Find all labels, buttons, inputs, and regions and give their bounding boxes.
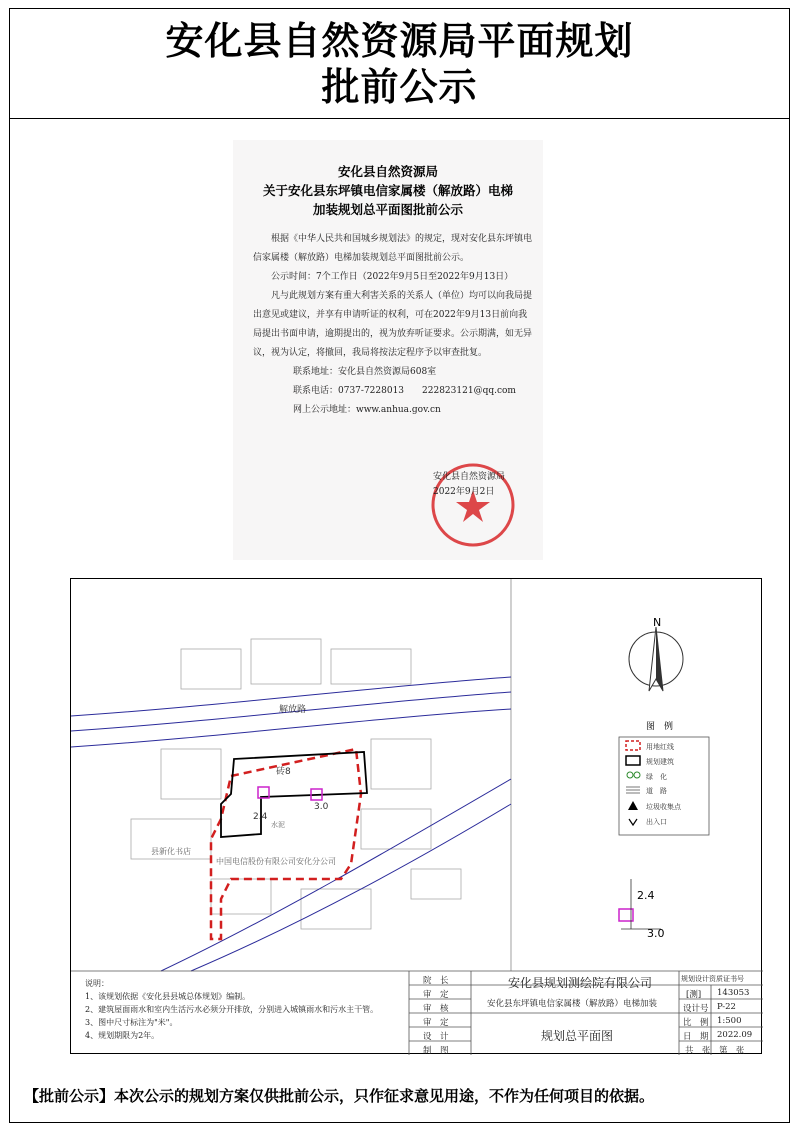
project-name: 安化县东坪镇电信家属楼（解放路）电梯加装 <box>487 999 658 1009</box>
note-1: 1、该规划依据《安化县县城总体规划》编制。 <box>85 992 251 1001</box>
notice-body <box>253 230 533 420</box>
role-6: 制 图 <box>423 1046 449 1056</box>
black-box-icon <box>626 756 640 765</box>
dim-label-2: 3.0 <box>314 802 329 812</box>
footer-disclaimer: 【批前公示】本次公示的规划方案仅供批前公示，只作征求意见用途，不作为任何项目的依据。 <box>24 1087 655 1105</box>
neighbor-label-bookstore: 县新化书店 <box>151 847 191 856</box>
scale-value: 1:500 <box>717 1016 742 1026</box>
plan-notes <box>85 977 405 1042</box>
notice-website: 网上公示地址：www.anhua.gov.cn <box>293 405 441 415</box>
legend-label-2: 绿 化 <box>646 773 667 781</box>
neighbor-label-telecom: 中国电信股份有限公司安化分公司 <box>216 857 336 866</box>
cert-no: 143053 <box>717 988 750 998</box>
note-4: 4、规划期限为2年。 <box>85 1031 160 1040</box>
legend-label-3: 道 路 <box>646 787 667 795</box>
notes-title: 说明： <box>85 979 109 988</box>
legend-label-5: 出入口 <box>646 818 667 826</box>
detail-dim-vertical: 2.4 <box>637 889 655 902</box>
company-name: 安化县规划测绘院有限公司 <box>508 976 653 990</box>
legend-icons <box>626 741 640 825</box>
neighbor-label-cement: 水泥 <box>271 821 285 829</box>
drawing-title: 规划总平面图 <box>541 1029 614 1043</box>
note-3: 3、图中尺寸标注为"米"。 <box>85 1018 178 1027</box>
site-plan-drawing <box>70 578 762 1054</box>
dim-label-1: 2.4 <box>253 812 268 822</box>
scale-label: 比 例 <box>683 1018 709 1028</box>
note-2: 2、建筑屋面雨水和室内生活污水必须分开排放，分别进入城镇雨水和污水主干管。 <box>85 1005 379 1014</box>
north-arrow-icon <box>629 616 683 691</box>
cert-title: 规划设计资质证书号 <box>681 975 744 983</box>
north-label: N <box>653 616 662 629</box>
sign-org: 安化县自然资源局 <box>433 472 506 482</box>
role-2: 审 定 <box>423 990 449 1000</box>
date-label: 日 期 <box>683 1032 709 1042</box>
sign-date: 2022年9月2日 <box>433 487 495 497</box>
land-use-red-line <box>211 749 361 939</box>
road-name-label: 解放路 <box>279 705 307 715</box>
legend-label-0: 用地红线 <box>646 743 674 751</box>
notice-phone: 联系电话：0737-7228013 222823121@qq.com <box>293 386 516 396</box>
notice-document <box>233 140 543 560</box>
drawing-no-label: 设计号 <box>683 1004 709 1014</box>
cert-no-label: [测] <box>686 990 702 1000</box>
legend-label-4: 垃圾收集点 <box>646 803 681 811</box>
legend-label-1: 规划建筑 <box>646 758 674 766</box>
notice-heading-line3: 加装规划总平面图批前公示 <box>312 202 463 217</box>
title-block <box>9 8 790 119</box>
green-tree-icon <box>627 772 633 778</box>
role-3: 审 核 <box>423 1004 449 1014</box>
notice-signature <box>433 470 505 500</box>
notice-heading-line1: 安化县自然资源局 <box>337 164 438 179</box>
date-value: 2022.09 <box>717 1030 753 1040</box>
sheet-count: 共 张 第 张 <box>685 1046 745 1056</box>
notice-heading-line2: 关于安化县东坪镇电信家属楼（解放路）电梯 <box>262 183 513 198</box>
chevron-down-icon <box>629 819 637 825</box>
drawing-no: P-22 <box>717 1002 736 1012</box>
role-4: 审 定 <box>423 1018 449 1028</box>
legend-title: 图 例 <box>646 722 674 732</box>
notice-heading <box>233 162 543 219</box>
page-title-line2: 批前公示 <box>321 65 478 109</box>
page-title-line1: 安化县自然资源局平面规划 <box>165 19 634 63</box>
notice-para-basis: 根据《中华人民共和国城乡规划法》的规定，现对安化县东坪镇电信家属楼（解放路）电梯加装规划总平面图批前公示。 <box>253 234 533 263</box>
red-dashed-box-icon <box>626 741 640 750</box>
notice-address: 联系地址：安化县自然资源局608室 <box>293 367 437 377</box>
diagonal-road <box>161 779 511 971</box>
role-1: 院 长 <box>423 976 449 986</box>
planned-building <box>221 752 367 837</box>
neighbor-buildings <box>131 639 461 929</box>
notice-para-rights: 凡与此规划方案有重大利害关系的关系人（单位）均可以向我局提出意见或建议，并享有申请听证的权利，可在2022年9月13日前向我局提出书面申请，逾期提出的，视为放弃听证要求。公示期满，如无异议，视为认定，将撤回，我局将按法定程序予以审查批复。 <box>253 291 533 358</box>
notice-para-period: 公示时间：7个工作日（2022年9月5日至2022年9月13日） <box>271 272 514 282</box>
triangle-icon <box>628 801 638 810</box>
road-lines-icon <box>626 787 640 793</box>
building-label: 砖8 <box>276 767 291 777</box>
role-5: 设 计 <box>423 1032 449 1042</box>
detail-dim-horizontal: 3.0 <box>647 927 665 940</box>
